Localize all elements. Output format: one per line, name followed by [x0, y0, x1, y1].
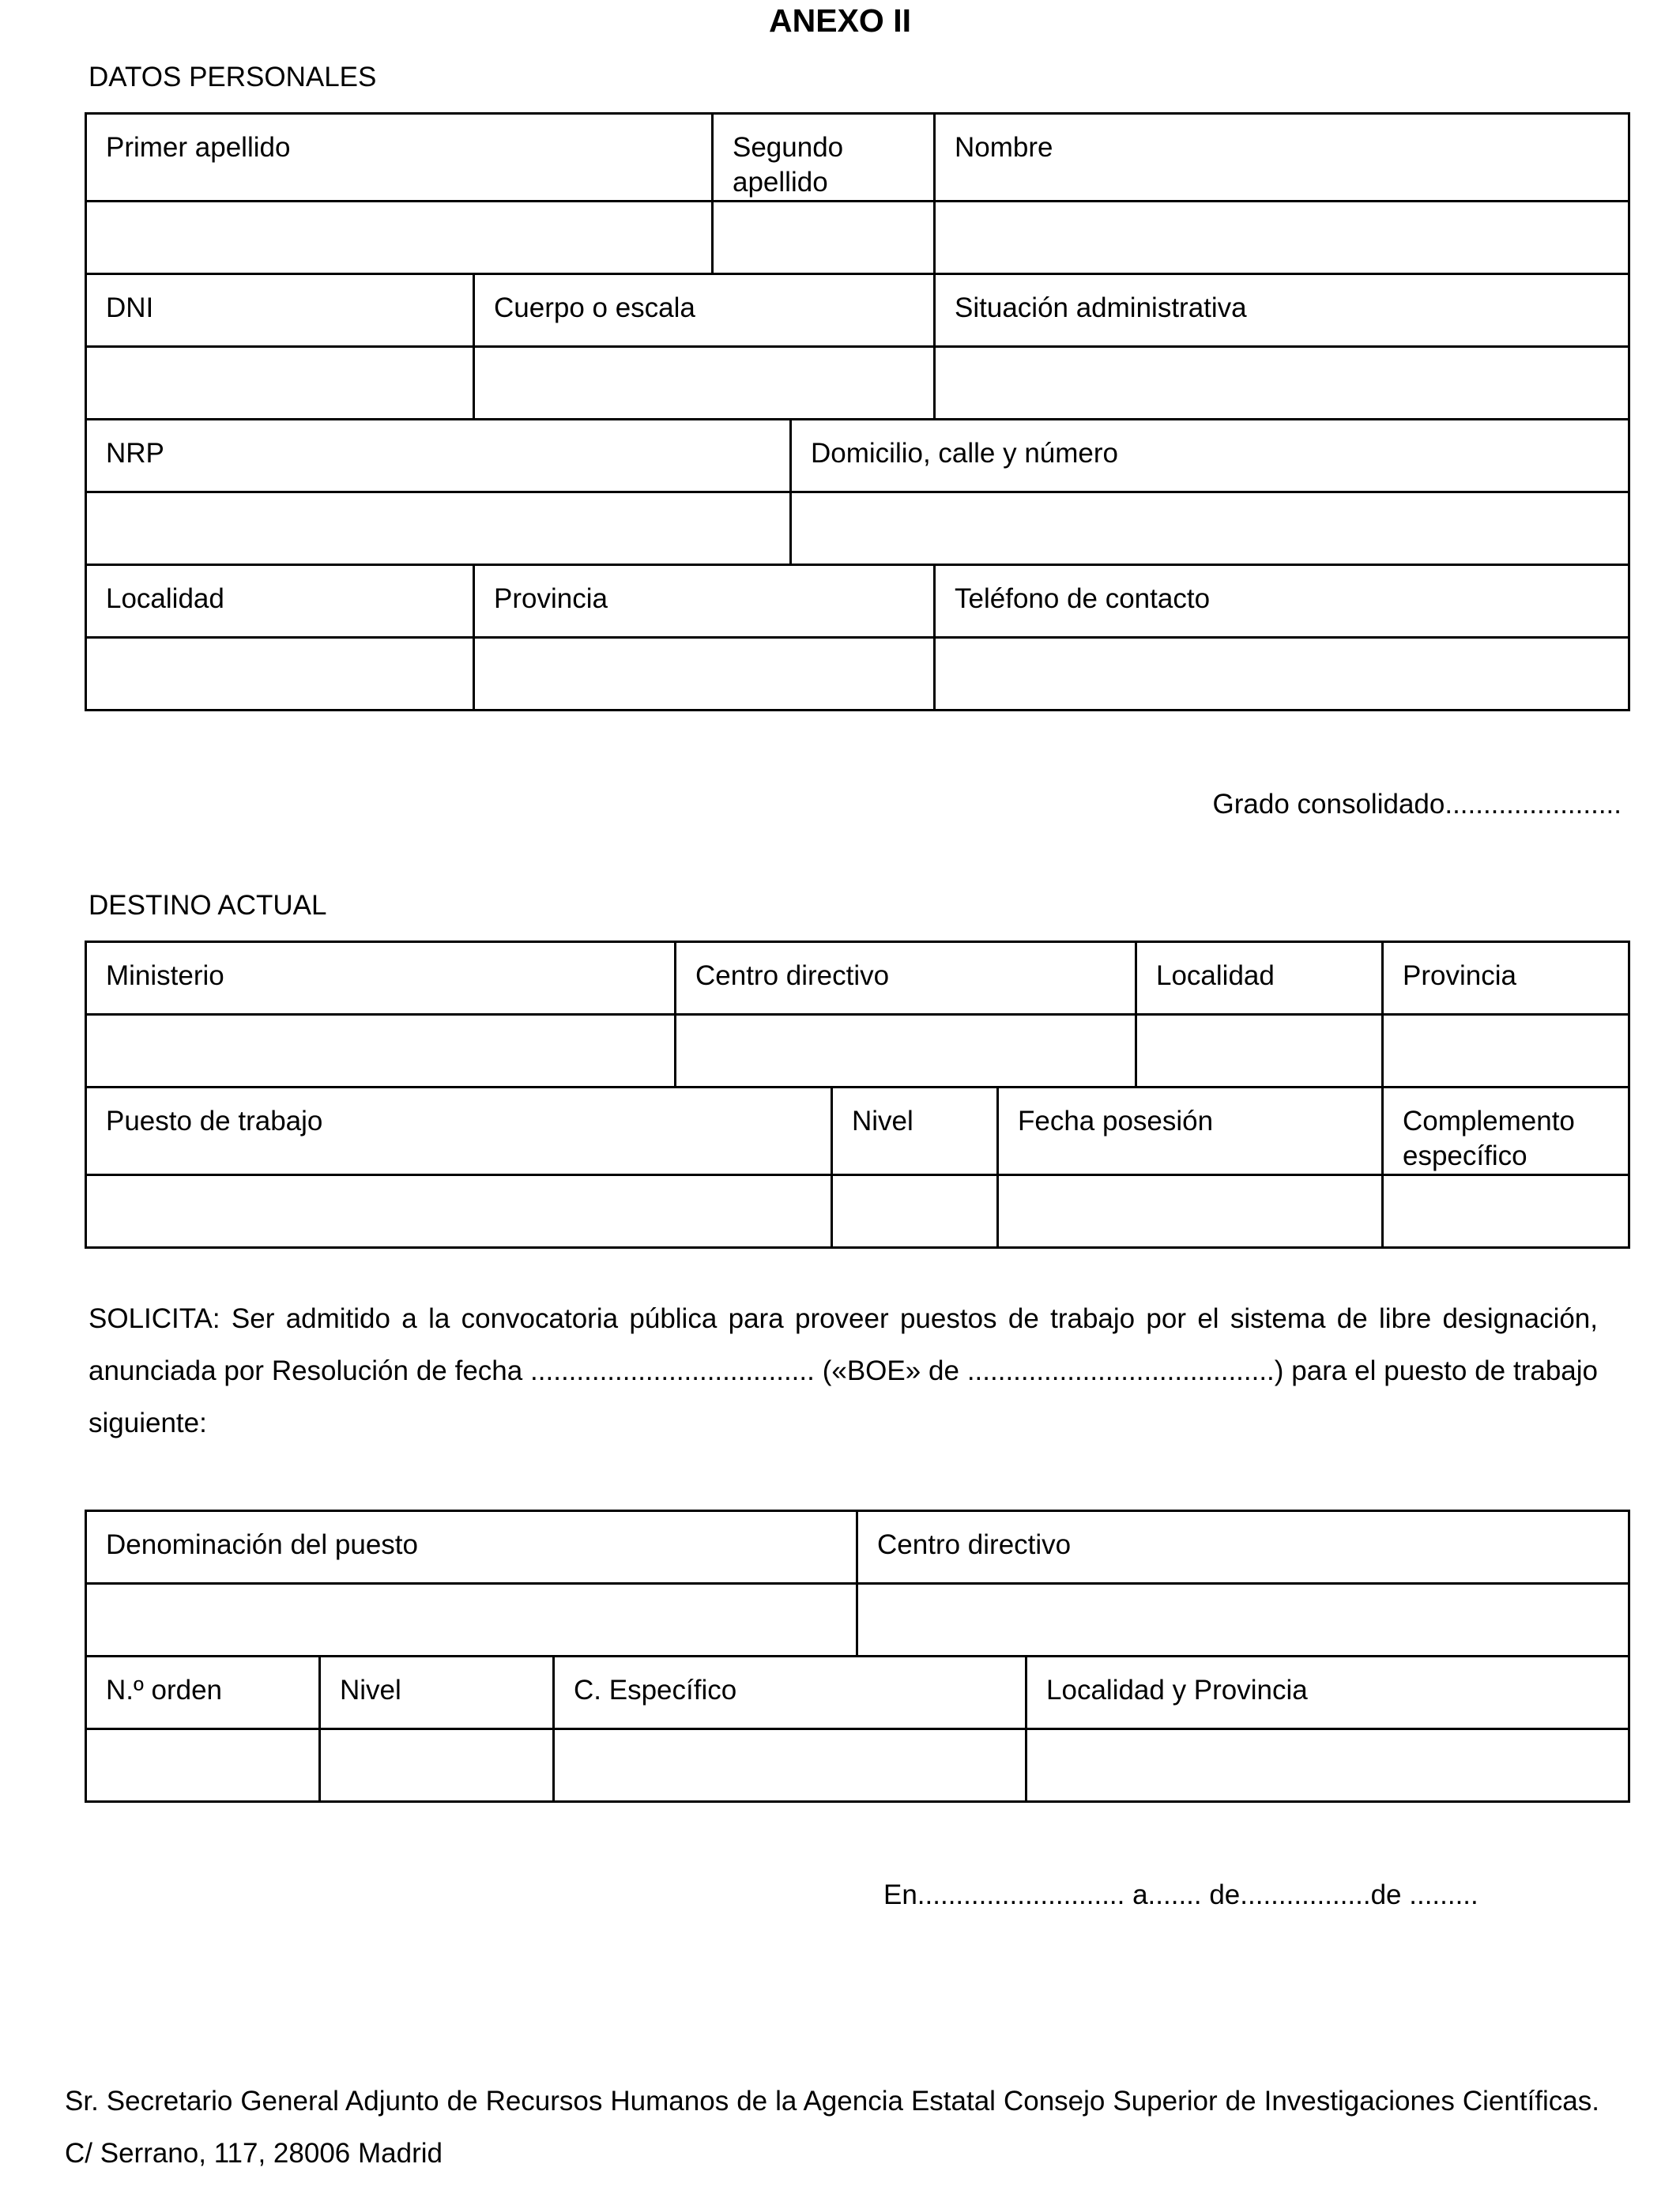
puesto-table: [85, 1510, 1630, 1803]
field-primer-apellido[interactable]: [86, 202, 713, 274]
section-heading-destino-actual: DESTINO ACTUAL: [89, 890, 327, 921]
field-denominacion-puesto[interactable]: [86, 1584, 857, 1657]
field-centro-directivo-puesto[interactable]: [857, 1584, 1629, 1657]
label-primer-apellido: Primer apellido: [86, 114, 713, 202]
label-segundo-apellido: Segundo apellido: [713, 114, 935, 202]
label-provincia: Provincia: [474, 565, 935, 638]
label-fecha-posesion: Fecha posesión: [998, 1088, 1383, 1175]
label-situacion-administrativa: Situación administrativa: [935, 274, 1629, 347]
label-denominacion-puesto: Denominación del puesto: [86, 1511, 857, 1584]
field-dni[interactable]: [86, 347, 474, 420]
label-numero-orden: N.º orden: [86, 1657, 320, 1729]
section-heading-datos-personales: DATOS PERSONALES: [89, 62, 377, 92]
field-situacion-administrativa[interactable]: [935, 347, 1629, 420]
field-ministerio[interactable]: [86, 1015, 676, 1088]
destino-actual-table: [85, 941, 1630, 1249]
field-nivel[interactable]: [832, 1175, 998, 1248]
field-complemento-especifico[interactable]: [1383, 1175, 1629, 1248]
grado-consolidado: Grado consolidado.......................: [1212, 789, 1622, 820]
label-dni: DNI: [86, 274, 474, 347]
field-centro-directivo[interactable]: [676, 1015, 1136, 1088]
page-title: ANEXO II: [769, 2, 911, 39]
label-nivel: Nivel: [832, 1088, 998, 1175]
label-cuerpo-escala: Cuerpo o escala: [474, 274, 935, 347]
label-complemento-especifico: Complemento específico: [1383, 1088, 1629, 1175]
field-nombre[interactable]: [935, 202, 1629, 274]
field-telefono[interactable]: [935, 638, 1629, 711]
field-localidad[interactable]: [86, 638, 474, 711]
label-provincia-destino: Provincia: [1383, 942, 1629, 1015]
field-provincia-destino[interactable]: [1383, 1015, 1629, 1088]
field-provincia[interactable]: [474, 638, 935, 711]
destinatario: Sr. Secretario General Adjunto de Recursos Humanos de la Agencia Estatal Consejo Superior de Investigaciones Científicas. C/ Serrano, 117, 28006 Madrid: [65, 2086, 1599, 2169]
label-nrp: NRP: [86, 420, 791, 492]
field-domicilio[interactable]: [791, 492, 1629, 565]
field-segundo-apellido[interactable]: [713, 202, 935, 274]
field-c-especifico[interactable]: [554, 1729, 1026, 1802]
label-centro-directivo: Centro directivo: [676, 942, 1136, 1015]
field-fecha-posesion[interactable]: [998, 1175, 1383, 1248]
fecha-lugar-line: En........................... a....... de.................de .........: [883, 1879, 1478, 1910]
field-puesto-trabajo[interactable]: [86, 1175, 832, 1248]
datos-personales-table: [85, 112, 1630, 711]
label-localidad: Localidad: [86, 565, 474, 638]
label-ministerio: Ministerio: [86, 942, 676, 1015]
label-domicilio: Domicilio, calle y número: [791, 420, 1629, 492]
label-c-especifico: C. Específico: [554, 1657, 1026, 1729]
field-numero-orden[interactable]: [86, 1729, 320, 1802]
field-nrp[interactable]: [86, 492, 791, 565]
label-localidad-destino: Localidad: [1136, 942, 1383, 1015]
label-nombre: Nombre: [935, 114, 1629, 202]
label-telefono: Teléfono de contacto: [935, 565, 1629, 638]
label-localidad-provincia: Localidad y Provincia: [1026, 1657, 1629, 1729]
label-nivel-puesto: Nivel: [320, 1657, 554, 1729]
solicita-paragraph: SOLICITA: Ser admitido a la convocatoria pública para proveer puestos de trabajo por el sistema de libre designación, anunciada por Resolución de fecha ..................................... («BOE» de ........................................) para el puesto de trabajo siguiente:: [89, 1303, 1598, 1438]
field-nivel-puesto[interactable]: [320, 1729, 554, 1802]
field-localidad-destino[interactable]: [1136, 1015, 1383, 1088]
label-puesto-trabajo: Puesto de trabajo: [86, 1088, 832, 1175]
field-cuerpo-escala[interactable]: [474, 347, 935, 420]
field-localidad-provincia[interactable]: [1026, 1729, 1629, 1802]
label-centro-directivo-puesto: Centro directivo: [857, 1511, 1629, 1584]
